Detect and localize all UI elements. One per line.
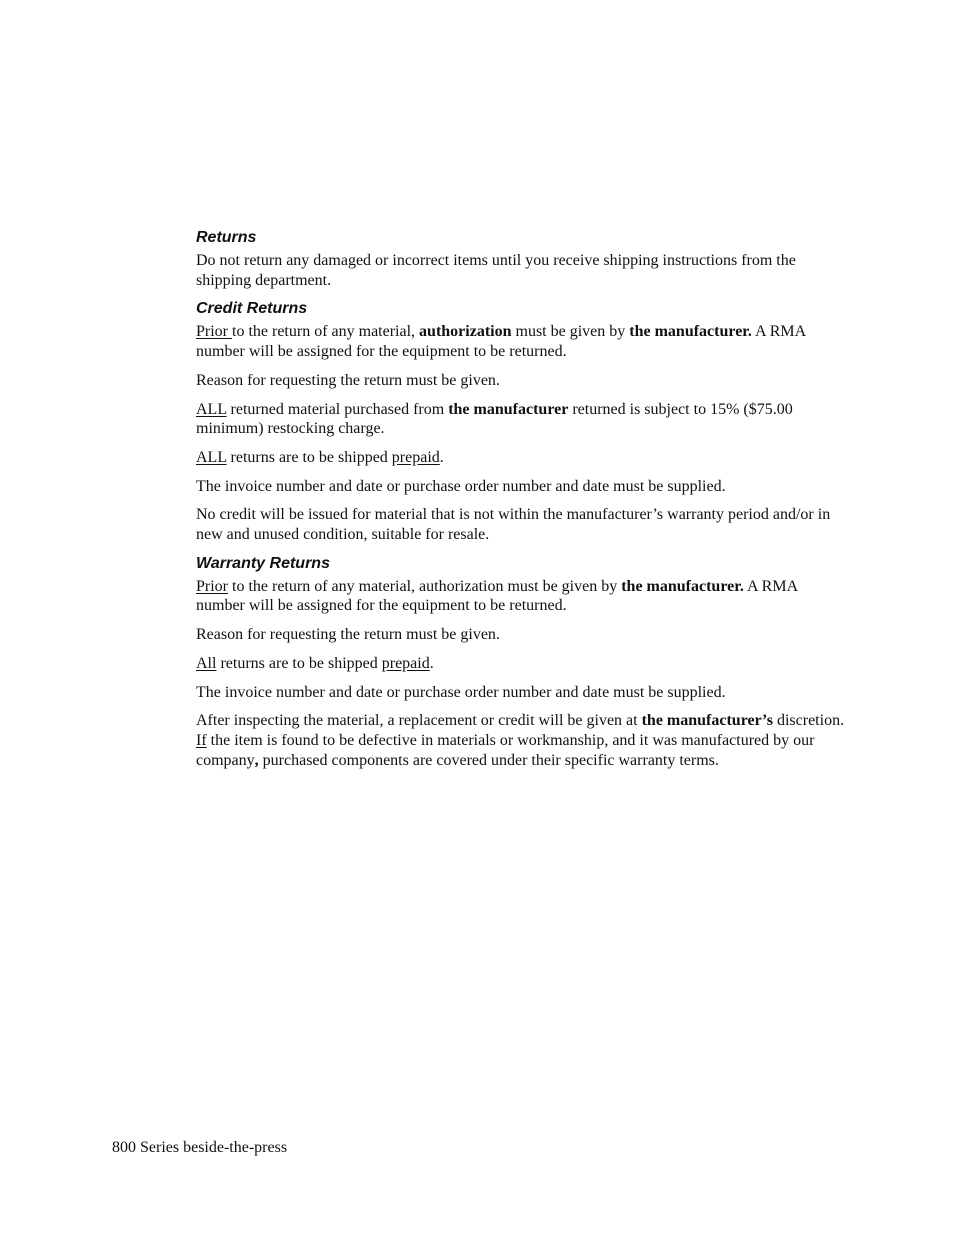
- underlined-text: ALL: [196, 400, 227, 418]
- bold-text: authorization: [419, 323, 512, 341]
- bold-text: the manufacturer’s: [641, 712, 773, 730]
- text-run: After inspecting the material, a replacement or credit will be given at: [196, 712, 642, 730]
- text-run: the item is found to be defective in materials or workmanship, and it was manufactured by our company: [196, 731, 815, 769]
- underlined-text: prepaid: [391, 448, 440, 466]
- no-credit-paragraph: No credit will be issued for material that is not within the manufacturer’s warranty period and/or in new and unused condition, suitable for resale.: [196, 506, 831, 544]
- text-run: returns are to be shipped: [216, 654, 382, 672]
- credit-prepaid-paragraph: [196, 448, 846, 468]
- text-run: A RMA number will be assigned for the equipment to be returned.: [196, 323, 806, 361]
- text-run: returns are to be shipped: [226, 448, 392, 466]
- bold-text: ,: [254, 751, 259, 769]
- bold-text: the manufacturer: [448, 400, 569, 418]
- text-run: A RMA number will be assigned for the equipment to be returned.: [196, 577, 798, 615]
- credit-invoice-paragraph: The invoice number and date or purchase order number and date must be supplied.: [196, 477, 726, 495]
- warranty-returns-section: [196, 554, 853, 771]
- credit-returns-heading: Credit Returns: [196, 300, 308, 318]
- warranty-returns-heading: Warranty Returns: [196, 554, 330, 572]
- underlined-text: If: [196, 731, 207, 749]
- underlined-text: All: [196, 654, 217, 672]
- text-run: must be given by: [511, 323, 630, 341]
- credit-authorization-paragraph: [196, 322, 846, 361]
- warranty-authorization-paragraph: [196, 577, 846, 616]
- warranty-reason-paragraph: Reason for requesting the return must be given.: [196, 626, 500, 644]
- returns-paragraph: Do not return any damaged or incorrect items until you receive shipping instructions from the shipping department.: [196, 252, 796, 289]
- text-run: returned material purchased from: [226, 400, 449, 418]
- text-run: returned is subject to 15% ($75.00 minimum) restocking charge.: [196, 400, 793, 438]
- credit-returns-section: [196, 299, 846, 544]
- warranty-invoice-paragraph: The invoice number and date or purchase order number and date must be supplied.: [196, 683, 726, 701]
- returns-heading: Returns: [196, 229, 257, 246]
- inspection-paragraph: [196, 711, 853, 770]
- underlined-text: prepaid: [381, 654, 430, 672]
- document-body: [196, 228, 853, 779]
- underlined-text: ALL: [196, 448, 227, 466]
- underlined-text: Prior: [196, 577, 228, 595]
- underlined-text: Prior: [196, 323, 232, 341]
- restocking-charge-paragraph: [196, 400, 846, 439]
- credit-reason-paragraph: Reason for requesting the return must be given.: [196, 371, 500, 389]
- text-run: .: [429, 654, 434, 672]
- text-run: to the return of any material,: [232, 323, 420, 341]
- page-footer: 800 Series beside-the-press: [112, 1139, 288, 1156]
- warranty-prepaid-paragraph: [196, 654, 846, 674]
- returns-section: [196, 228, 846, 290]
- text-run: purchased components are covered under their specific warranty terms.: [258, 751, 719, 769]
- bold-text: the manufacturer.: [621, 577, 744, 595]
- text-run: to the return of any material, authorization must be given by: [228, 577, 622, 595]
- bold-text: the manufacturer.: [629, 323, 752, 341]
- text-run: discretion.: [772, 712, 853, 730]
- text-run: .: [439, 448, 444, 466]
